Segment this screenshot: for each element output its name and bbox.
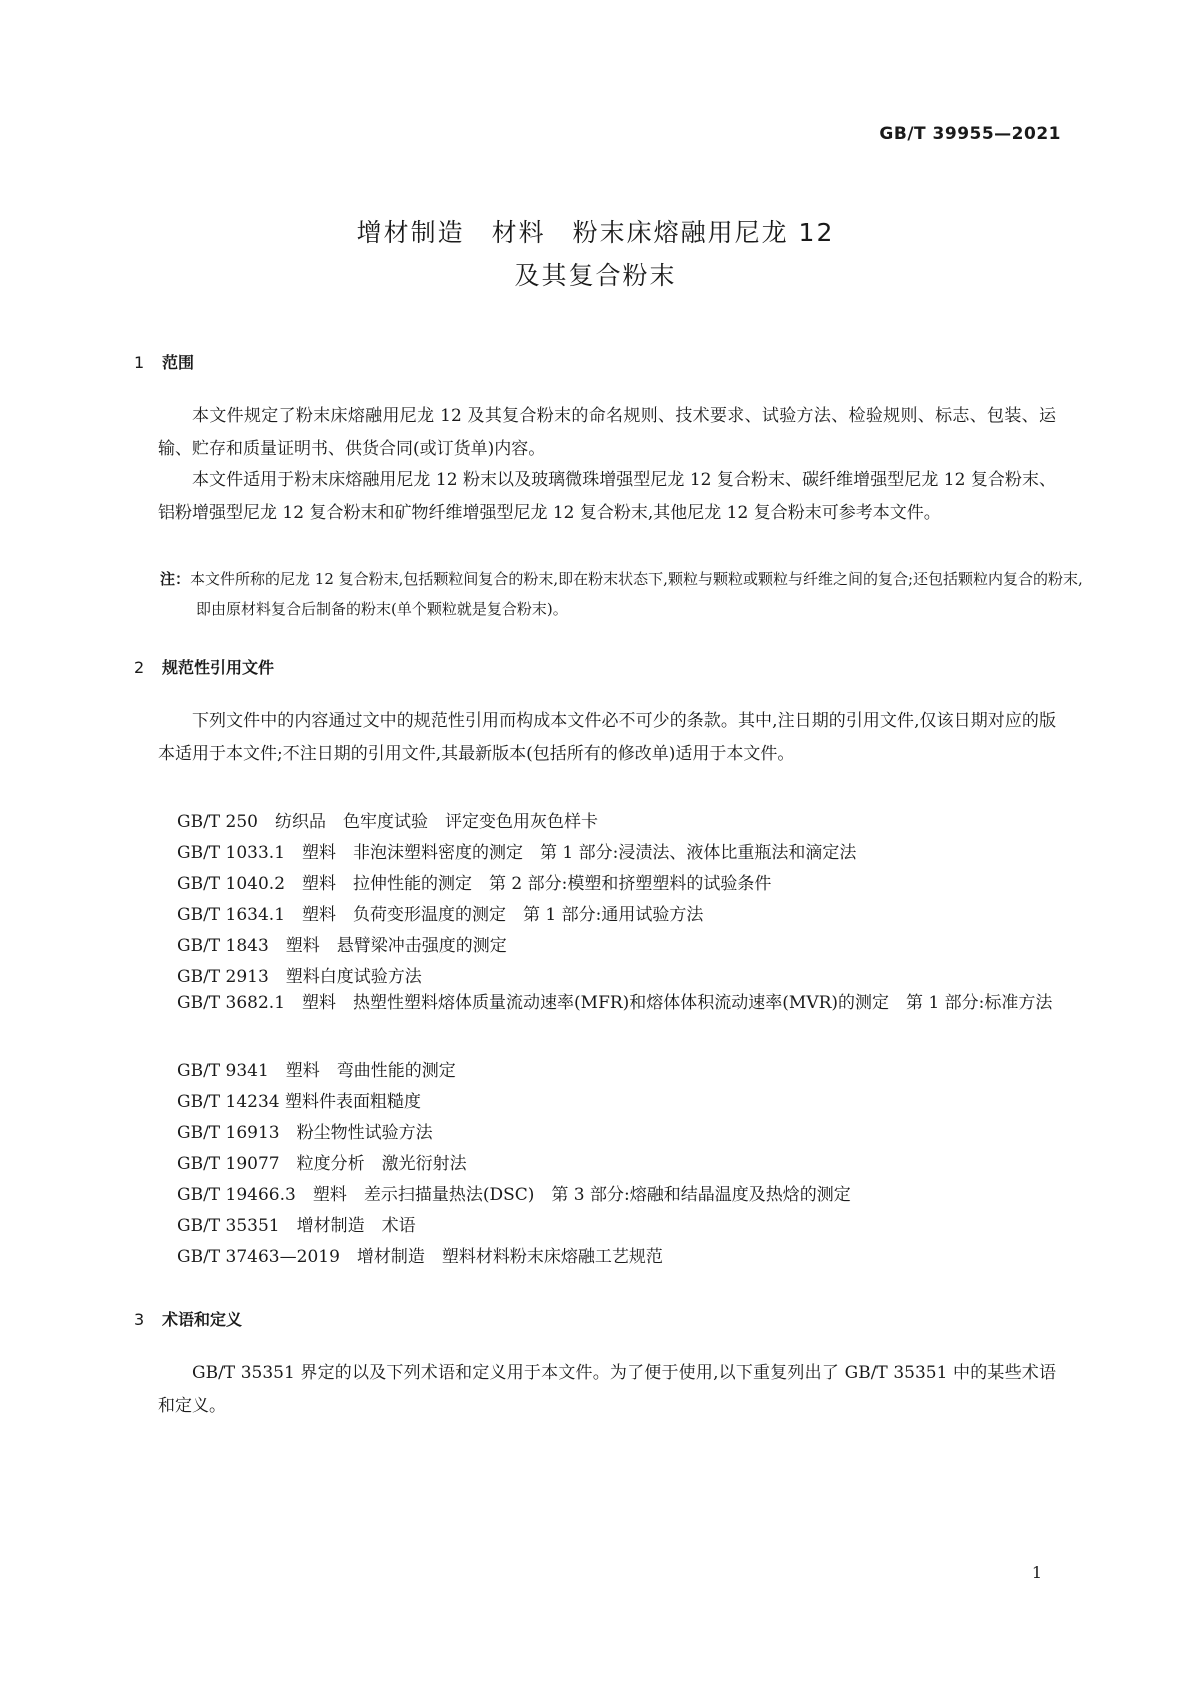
reference-item: GB/T 37463—2019 增材制造 塑料材料粉末床熔融工艺规范: [177, 1247, 663, 1267]
section-1-heading: [134, 350, 194, 373]
reference-item: GB/T 1843 塑料 悬臂梁冲击强度的测定: [177, 936, 507, 956]
section-2-intro: 下列文件中的内容通过文中的规范性引用而构成本文件必不可少的条款。其中,注日期的引用文件,仅该日期对应的版本适用于本文件;不注日期的引用文件,其最新版本(包括所有的修改单)适用于本文件。: [158, 711, 1056, 764]
reference-item: GB/T 250 纺织品 色牢度试验 评定变色用灰色样卡: [177, 812, 598, 832]
document-title-line-1: 增材制造 材料 粉末床熔融用尼龙 12: [356, 218, 835, 247]
note-label: 注：: [160, 570, 191, 588]
section-2-heading: [134, 655, 274, 678]
section-3-title: 术语和定义: [162, 1310, 243, 1329]
reference-item: GB/T 16913 粉尘物性试验方法: [177, 1123, 433, 1143]
section-3-heading: [134, 1307, 242, 1330]
reference-item: GB/T 14234 塑料件表面粗糙度: [177, 1092, 422, 1112]
section-1-paragraph-2: 本文件适用于粉末床熔融用尼龙 12 粉末以及玻璃微珠增强型尼龙 12 复合粉末、碳纤维增强型尼龙 12 复合粉末、铝粉增强型尼龙 12 复合粉末和矿物纤维增强型尼龙 12 复合粉末,其他尼龙 12 复合粉末可参考本文件。: [158, 470, 1056, 523]
page-number: 1: [1031, 1563, 1042, 1582]
reference-item: GB/T 35351 增材制造 术语: [177, 1216, 416, 1236]
document-title-line-2: 及其复合粉末: [514, 261, 677, 290]
section-2-title: 规范性引用文件: [162, 658, 275, 677]
reference-item: GB/T 9341 塑料 弯曲性能的测定: [177, 1061, 456, 1081]
section-1-number: 1: [134, 353, 145, 372]
standard-code: GB/T 39955—2021: [879, 124, 1061, 144]
section-3-intro: GB/T 35351 界定的以及下列术语和定义用于本文件。为了便于使用,以下重复列出了 GB/T 35351 中的某些术语和定义。: [158, 1363, 1056, 1416]
reference-item: GB/T 3682.1 塑料 热塑性塑料熔体质量流动速率(MFR)和熔体体积流动速率(MVR)的测定 第 1 部分:标准方法: [177, 993, 1053, 1013]
note-text: 本文件所称的尼龙 12 复合粉末,包括颗粒间复合的粉末,即在粉末状态下,颗粒与颗粒或颗粒与纤维之间的复合;还包括颗粒内复合的粉末,即由原材料复合后制备的粉末(单个颗粒就是复合粉末)。: [190, 570, 1083, 618]
section-3-number: 3: [134, 1310, 145, 1329]
section-2-number: 2: [134, 658, 145, 677]
section-1-note: [160, 564, 1093, 624]
reference-item: GB/T 1634.1 塑料 负荷变形温度的测定 第 1 部分:通用试验方法: [177, 905, 704, 925]
reference-item: GB/T 1040.2 塑料 拉伸性能的测定 第 2 部分:模塑和挤塑塑料的试验条件: [177, 874, 772, 894]
reference-item: GB/T 2913 塑料白度试验方法: [177, 967, 422, 987]
section-1-title: 范围: [162, 353, 195, 372]
reference-item: GB/T 1033.1 塑料 非泡沫塑料密度的测定 第 1 部分:浸渍法、液体比重瓶法和滴定法: [177, 843, 857, 863]
reference-item: GB/T 19466.3 塑料 差示扫描量热法(DSC) 第 3 部分:熔融和结晶温度及热焓的测定: [177, 1185, 851, 1205]
reference-item: GB/T 19077 粒度分析 激光衍射法: [177, 1154, 467, 1174]
section-1-paragraph-1: 本文件规定了粉末床熔融用尼龙 12 及其复合粉末的命名规则、技术要求、试验方法、检验规则、标志、包装、运输、贮存和质量证明书、供货合同(或订货单)内容。: [158, 406, 1056, 459]
